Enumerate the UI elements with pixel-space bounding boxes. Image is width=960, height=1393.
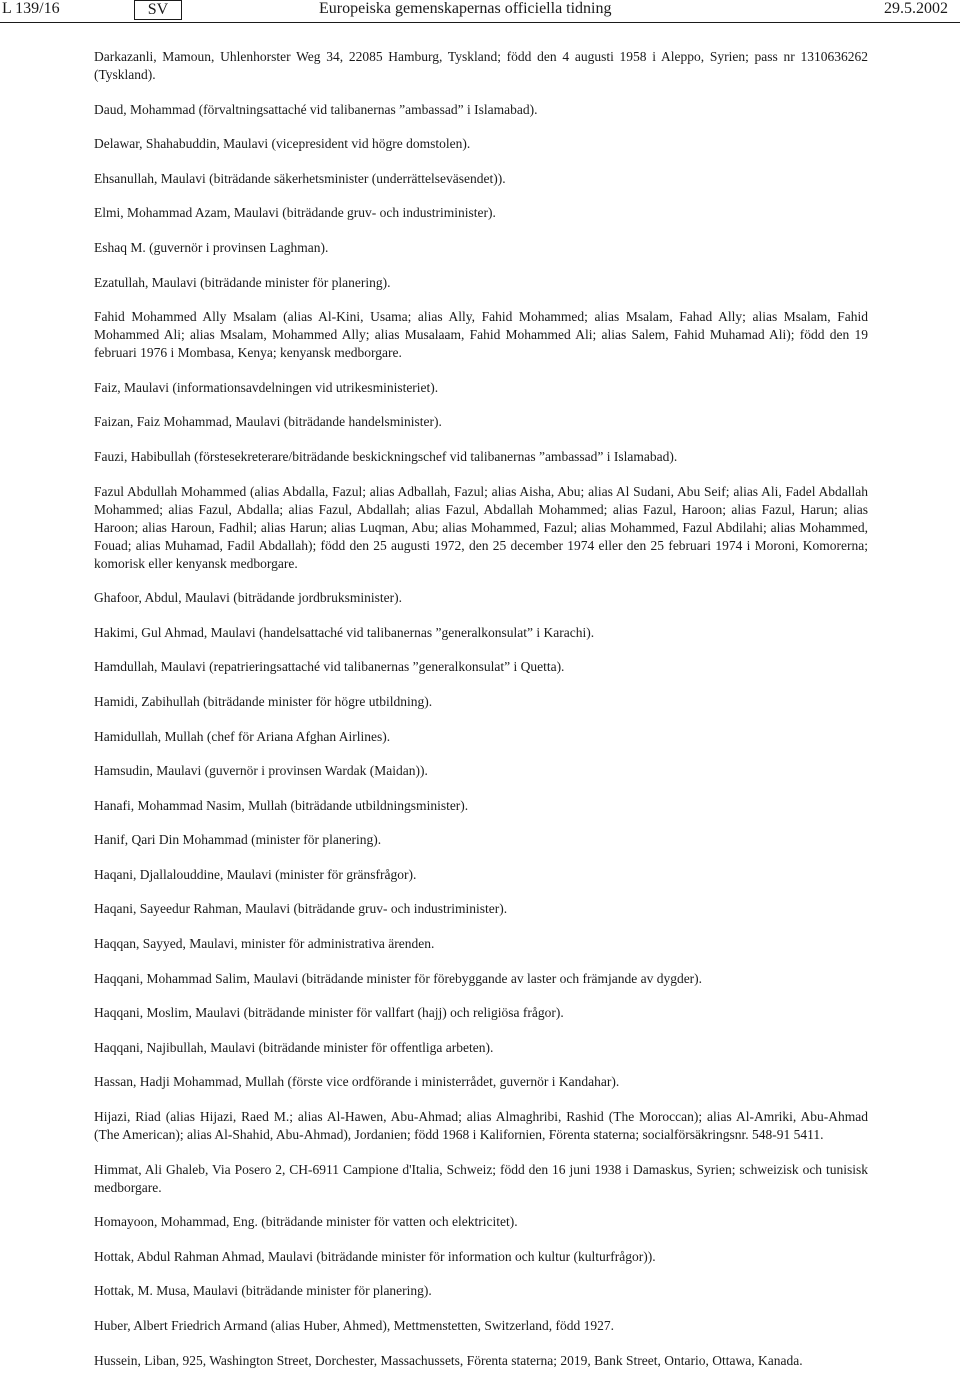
list-item: Himmat, Ali Ghaleb, Via Posero 2, CH-6911 Campione d'Italia, Schweiz; född den 16 juni 1938 i Damaskus, Syrien; schweizisk och tunisisk medborgare. [94, 1161, 868, 1195]
list-item: Haqqani, Mohammad Salim, Maulavi (biträdande minister för förebyggande av laster och främjande av dygder). [94, 970, 703, 986]
page-reference: L 139/16 [2, 0, 60, 17]
language-code: SV [134, 0, 182, 20]
header-divider [0, 22, 960, 23]
list-item: Fauzi, Habibullah (förstesekreterare/biträdande beskickningschef vid talibanernas ”ambassad” i Islamabad). [94, 448, 678, 464]
sanctions-list [94, 48, 868, 1386]
list-item: Hakimi, Gul Ahmad, Maulavi (handelsattaché vid talibanernas ”generalkonsulat” i Karachi). [94, 624, 595, 640]
list-item: Daud, Mohammad (förvaltningsattaché vid talibanernas ”ambassad” i Islamabad). [94, 101, 538, 117]
list-item: Hamdullah, Maulavi (repatrieringsattaché vid talibanernas ”generalkonsulat” i Quetta). [94, 659, 565, 675]
list-item: Fazul Abdullah Mohammed (alias Abdalla, Fazul; alias Adballah, Fazul; alias Aisha, Abu; alias Al Sudani, Abu Seif; alias Ali, Fadel Abdallah Mohammed; alias Fazul, Abdalla; alias Fazul, Abdallah; alias Fazul, Abdallah Mohammed; alias Fazul, Haroon; alias Fazul, Harun; alias Haroon; alias Haroun, Fadhil; alias Harun; alias Luqman, Abu; alias Mohammed, Fazul; alias Mohammed, Fazul Abdilahi; alias Mohammed, Fouad; alias Muhamad, Fadil Abdallah); född den 25 augusti 1972, den 25 december 1974 eller den 25 februari 1974 i Moroni, Komorerna; komorisk eller kenyansk medborgare. [94, 483, 868, 571]
list-item: Eshaq M. (guvernör i provinsen Laghman). [94, 239, 329, 255]
list-item: Haqqan, Sayyed, Maulavi, minister för administrativa ärenden. [94, 936, 435, 952]
list-item: Elmi, Mohammad Azam, Maulavi (biträdande gruv- och industriminister). [94, 205, 496, 221]
list-item: Ezatullah, Maulavi (biträdande minister för planering). [94, 274, 391, 290]
publication-date: 29.5.2002 [884, 0, 948, 17]
list-item: Hamidullah, Mullah (chef för Ariana Afghan Airlines). [94, 728, 391, 744]
journal-title: Europeiska gemenskapernas officiella tidning [319, 0, 612, 17]
list-item: Haqqani, Najibullah, Maulavi (biträdande minister för offentliga arbeten). [94, 1039, 494, 1055]
list-item: Hamidi, Zabihullah (biträdande minister för högre utbildning). [94, 693, 433, 709]
list-item: Hassan, Hadji Mohammad, Mullah (förste vice ordförande i ministerrådet, guvernör i Kandahar). [94, 1074, 620, 1090]
list-item: Huber, Albert Friedrich Armand (alias Huber, Ahmed), Mettmenstetten, Switzerland, född 1927. [94, 1318, 615, 1333]
list-item: Faiz, Maulavi (informationsavdelningen vid utrikesministeriet). [94, 379, 439, 395]
list-item: Faizan, Faiz Mohammad, Maulavi (biträdande handelsminister). [94, 414, 442, 430]
list-item: Haqqani, Moslim, Maulavi (biträdande minister för vallfart (hajj) och religiösa frågor). [94, 1005, 564, 1021]
list-item: Delawar, Shahabuddin, Maulavi (vicepresident vid högre domstolen). [94, 136, 471, 152]
list-item: Fahid Mohammed Ally Msalam (alias Al-Kini, Usama; alias Ally, Fahid Mohammed; alias Msalam, Fahad Ally; alias Msalam, Fahid Mohammed Ali; alias Msalam, Mohammed Ally; alias Musalaam, Fahid Mohammed Ali; alias Salem, Fahid Muhamad Ali); född den 19 februari 1976 i Mombasa, Kenya; kenyansk medborgare. [94, 309, 868, 361]
page-header [0, 0, 960, 21]
list-item: Darkazanli, Mamoun, Uhlenhorster Weg 34, 22085 Hamburg, Tyskland; född den 4 augusti 1958 i Aleppo, Syrien; pass nr 1310636262 (Tyskland). [94, 49, 868, 82]
list-item: Hanif, Qari Din Mohammad (minister för planering). [94, 832, 382, 848]
list-item: Ehsanullah, Maulavi (biträdande säkerhetsminister (underrättelseväsendet)). [94, 170, 506, 186]
list-item: Hottak, M. Musa, Maulavi (biträdande minister för planering). [94, 1283, 432, 1299]
list-item: Haqani, Sayeedur Rahman, Maulavi (biträdande gruv- och industriminister). [94, 901, 508, 917]
list-item: Hanafi, Mohammad Nasim, Mullah (biträdande utbildningsminister). [94, 797, 469, 813]
list-item: Haqani, Djallalouddine, Maulavi (minister för gränsfrågor). [94, 866, 417, 882]
list-item: Hottak, Abdul Rahman Ahmad, Maulavi (biträdande minister för information och kultur (kulturfrågor)). [94, 1248, 656, 1264]
list-item: Hamsudin, Maulavi (guvernör i provinsen Wardak (Maidan)). [94, 763, 428, 779]
list-item: Hijazi, Riad (alias Hijazi, Raed M.; alias Al-Hawen, Abu-Ahmad; alias Almaghribi, Rashid (The Moroccan); alias Al-Amriki, Abu-Ahmad (The American); alias Al-Shahid, Abu-Ahmad), Jordanien; född 1968 i Kalifornien, Förenta staterna; socialförsäkringsnr. 548-91 5411. [94, 1109, 868, 1143]
list-item: Ghafoor, Abdul, Maulavi (biträdande jordbruksminister). [94, 590, 403, 606]
list-item: Homayoon, Mohammad, Eng. (biträdande minister för vatten och elektricitet). [94, 1214, 518, 1230]
list-item: Hussein, Liban, 925, Washington Street, Dorchester, Massachussets, Förenta staterna; 2019, Bank Street, Ontario, Ottawa, Kanada. [94, 1352, 803, 1368]
